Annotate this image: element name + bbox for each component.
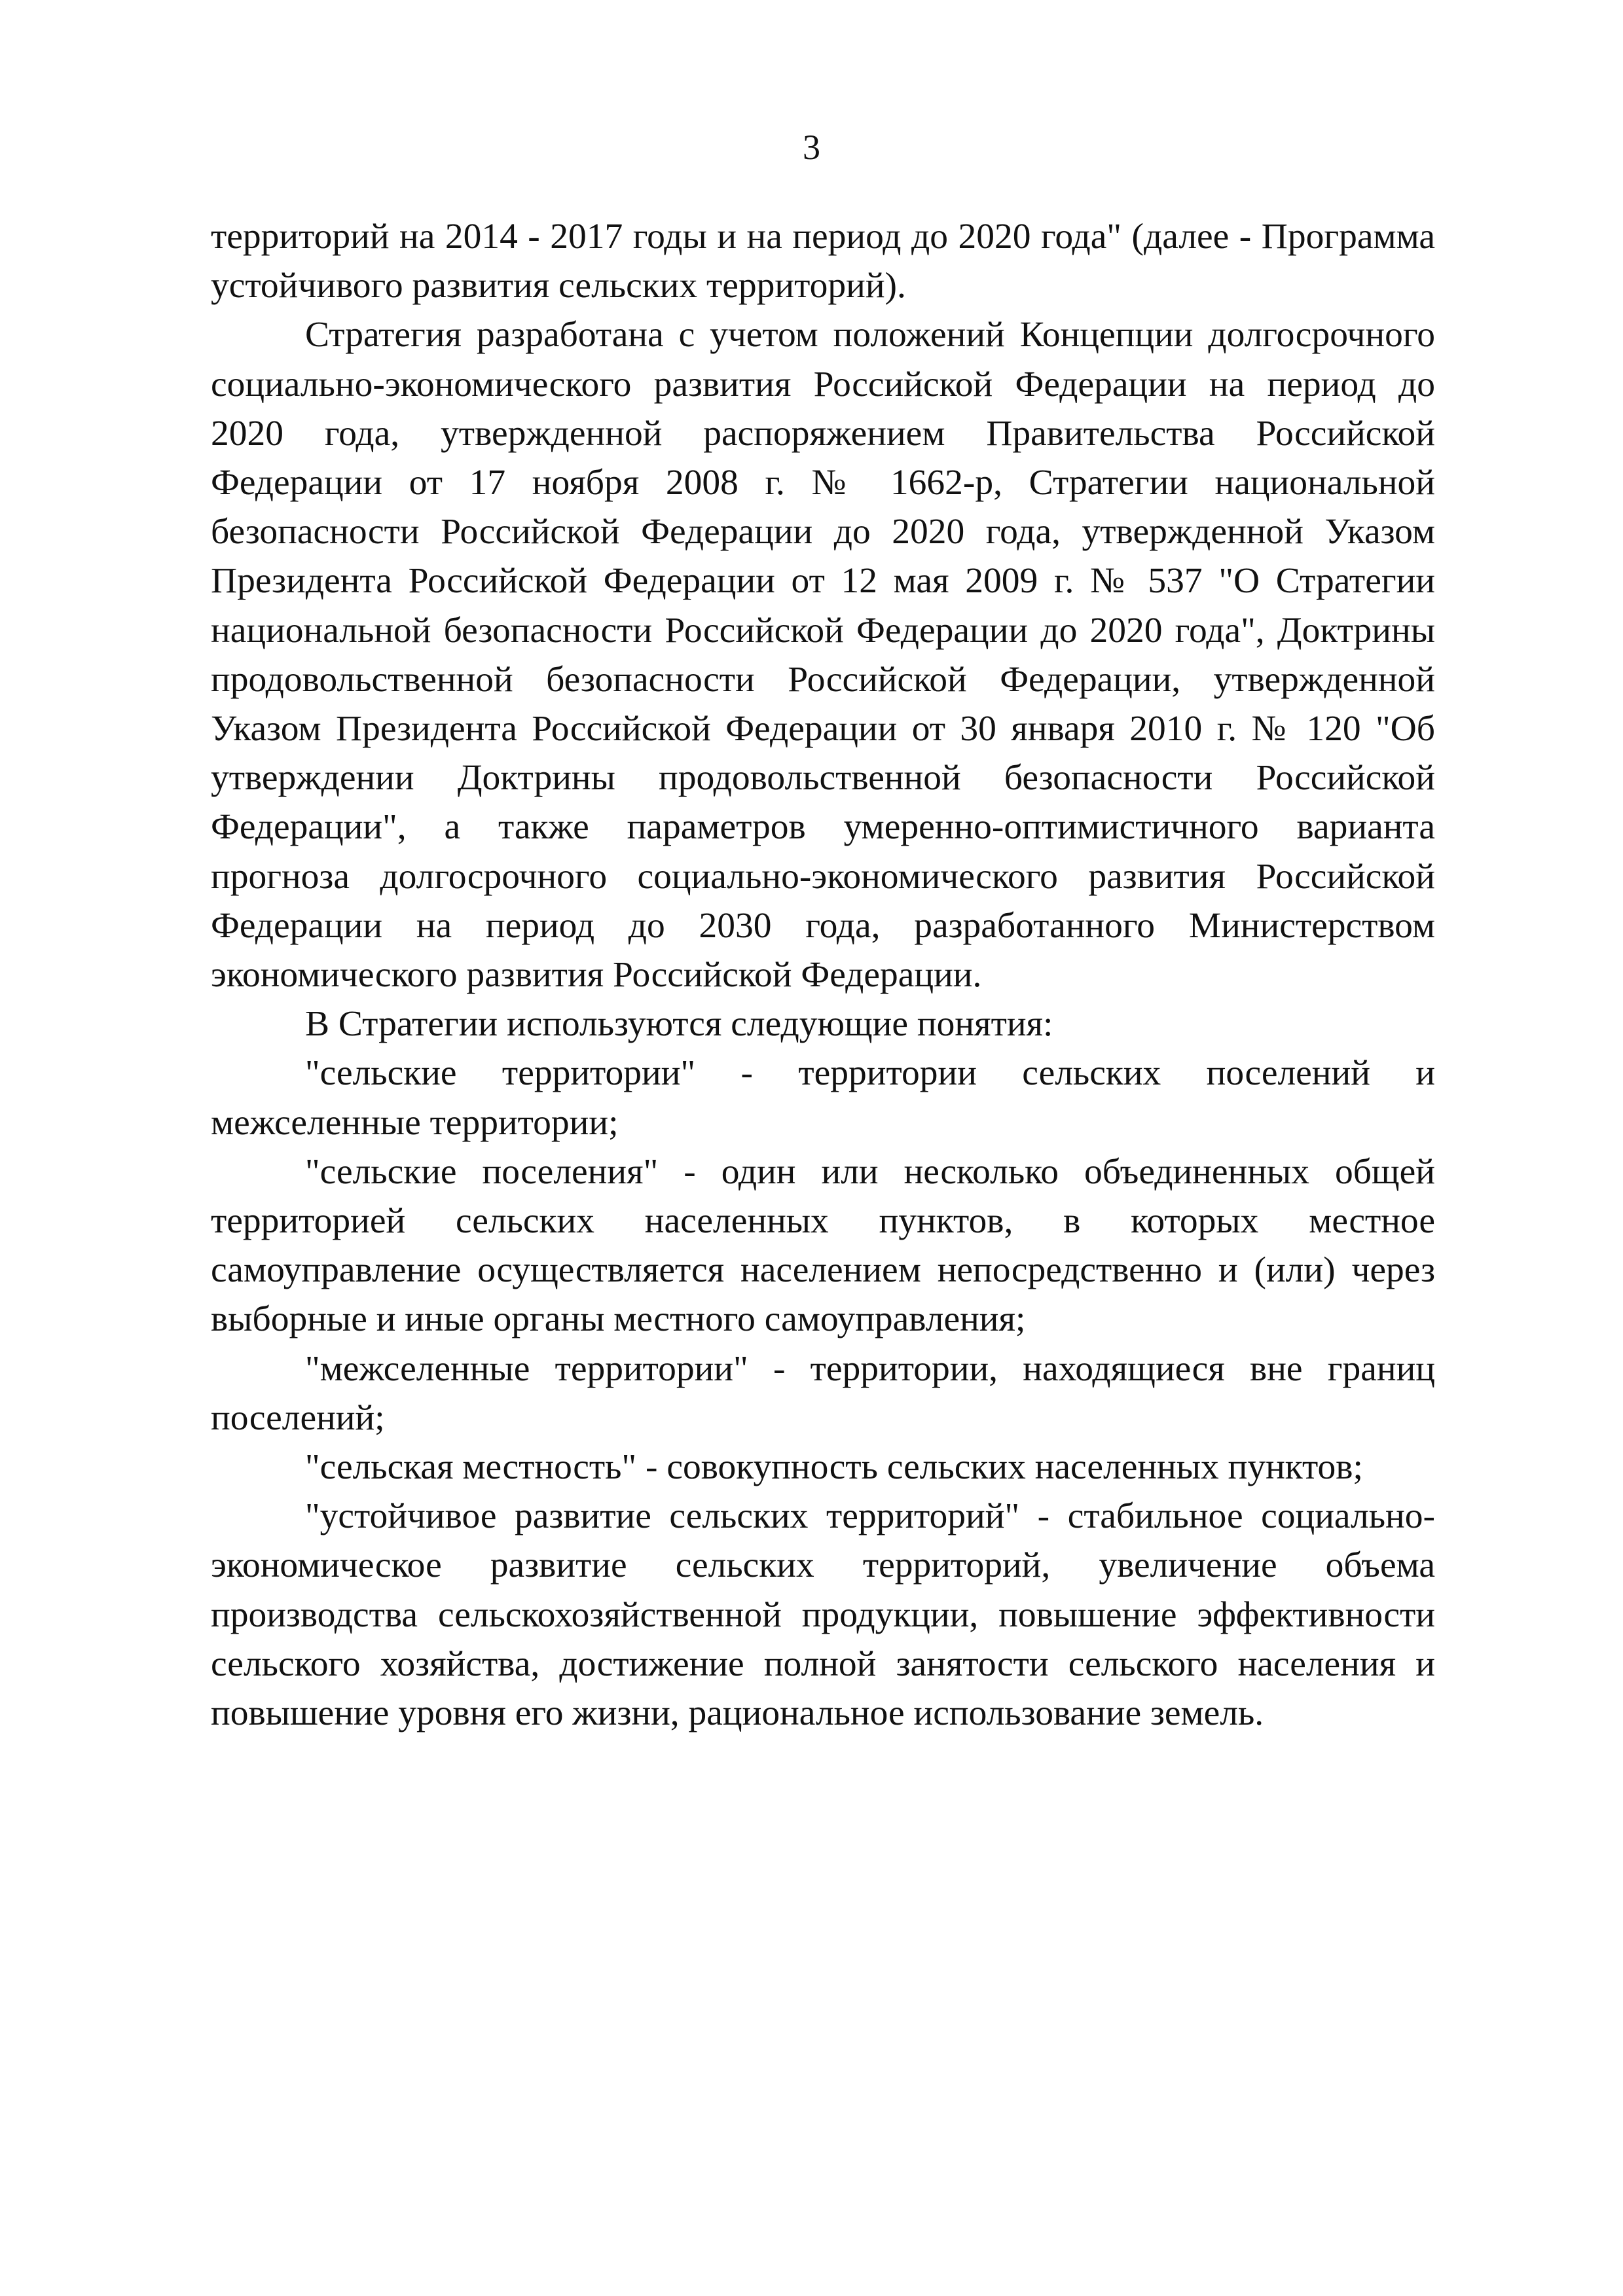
paragraph-strategy-basis: Стратегия разработана с учетом положений Концепции долгосрочного социально-экономического развития Российской Федерации на период до 2020 года, утвержденной распоряжением Правительства Российской Федерации от 17 ноября 2008 г. № 1662-р, Стратегии национальной безопасности Российской Федерации до 2020 года, утвержденной Указом Президента Российской Федерации от 12 мая 2009 г. № 537 "О Стратегии национальной безопасности Российской Федерации до 2020 года", Доктрины продовольственной безопасности Российской Федерации, утвержденной Указом Президента Российской Федерации от 30 января 2010 г. № 120 "Об утверждении Доктрины продовольственной безопасности Российской Федерации", а также параметров умеренно-оптимистичного варианта прогноза долгосрочного социально-экономического развития Российской Федерации на период до 2030 года, разработанного Министерством экономического развития Российской Федерации. (211, 315, 1435, 996)
page-number: 3 (803, 128, 820, 167)
definition-rural-territories: "сельские территории" - территории сельских поселений и межселенные территории; (211, 1053, 1435, 1143)
definition-rural-settlements: "сельские поселения" - один или несколько объединенных общей территорией сельских населенных пунктов, в которых местное самоуправление осуществляется населением непосредственно и (или) через выборные и иные органы местного самоуправления; (211, 1151, 1435, 1340)
paragraph-concepts-intro: В Стратегии используются следующие понятия: (305, 1004, 1053, 1045)
paragraph-continuation: территорий на 2014 - 2017 годы и на период до 2020 года" (далее - Программа устойчивого развития сельских территорий). (211, 217, 1435, 306)
definition-inter-settlement-territories: "межселенные территории" - территории, находящиеся вне границ поселений; (211, 1348, 1435, 1438)
document-body (211, 212, 1435, 1738)
definition-sustainable-development: "устойчивое развитие сельских территорий" - стабильное социально-экономическое развитие сельских территорий, увеличение объема производства сельскохозяйственной продукции, повышение эффективности сельского хозяйства, достижение полной занятости сельского населения и повышение уровня его жизни, рациональное использование земель. (211, 1496, 1435, 1734)
definition-rural-area: "сельская местность" - совокупность сельских населенных пунктов; (305, 1447, 1363, 1488)
